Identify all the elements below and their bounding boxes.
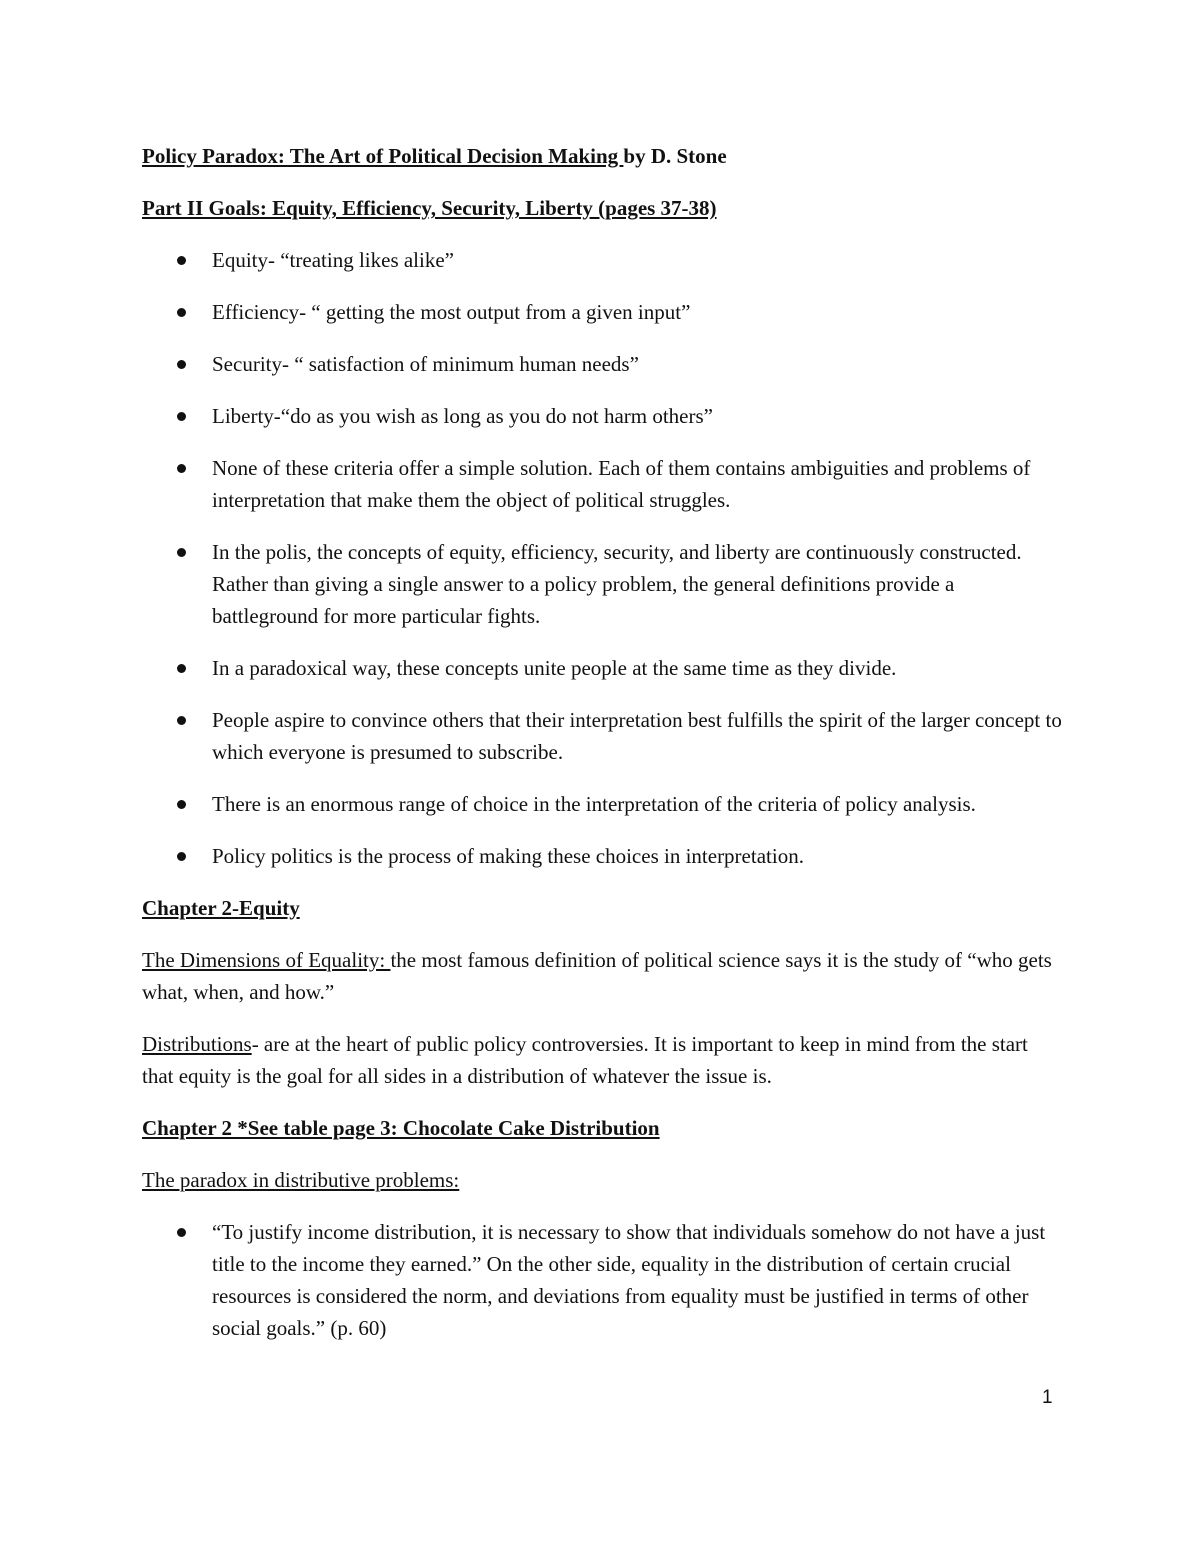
list-item: Equity- “treating likes alike” [142,244,1062,276]
list-item: Policy politics is the process of making these choices in interpretation. [142,840,1062,872]
paradox-label: The paradox in distributive problems: [142,1168,460,1192]
distributions-label: Distributions [142,1032,252,1056]
list-item: People aspire to convince others that their interpretation best fulfills the spirit of the larger concept to which everyone is presumed to subscribe. [142,704,1062,768]
paradox-list [142,1216,1062,1344]
list-item: Efficiency- “ getting the most output from a given input” [142,296,1062,328]
dimensions-paragraph [142,944,1062,1008]
list-item: In a paradoxical way, these concepts unite people at the same time as they divide. [142,652,1062,684]
book-author: by D. Stone [623,144,727,168]
document-page [142,140,1062,1364]
book-title: Policy Paradox: The Art of Political Decision Making [142,144,624,168]
list-item: “To justify income distribution, it is necessary to show that individuals somehow do not have a just title to the income they earned.” On the other side, equality in the distribution of certain crucial resources is considered the norm, and deviations from equality must be justified in terms of other social goals.” (p. 60) [142,1216,1062,1344]
part-heading: Part II Goals: Equity, Efficiency, Security, Liberty (pages 37-38) [142,196,717,220]
book-title-line [142,140,1062,172]
goals-list [142,244,1062,872]
list-item: None of these criteria offer a simple solution. Each of them contains ambiguities and problems of interpretation that make them the object of political struggles. [142,452,1062,516]
list-item: Liberty-“do as you wish as long as you do not harm others” [142,400,1062,432]
chapter-cake-heading: Chapter 2 *See table page 3: Chocolate Cake Distribution [142,1116,660,1140]
list-item: There is an enormous range of choice in the interpretation of the criteria of policy analysis. [142,788,1062,820]
chapter-equity-heading: Chapter 2-Equity [142,896,300,920]
dimensions-text: the most famous definition of political science says it is the study of “who gets what, when, and how.” [142,948,1052,1004]
list-item: In the polis, the concepts of equity, efficiency, security, and liberty are continuously constructed. Rather than giving a single answer to a policy problem, the general definitions provide a battleground for more particular fights. [142,536,1062,632]
distributions-paragraph [142,1028,1062,1092]
page-number: 1 [1042,1387,1053,1408]
list-item: Security- “ satisfaction of minimum human needs” [142,348,1062,380]
dimensions-label: The Dimensions of Equality: [142,948,391,972]
distributions-text: - are at the heart of public policy controversies. It is important to keep in mind from the start that equity is the goal for all sides in a distribution of whatever the issue is. [142,1032,1028,1088]
